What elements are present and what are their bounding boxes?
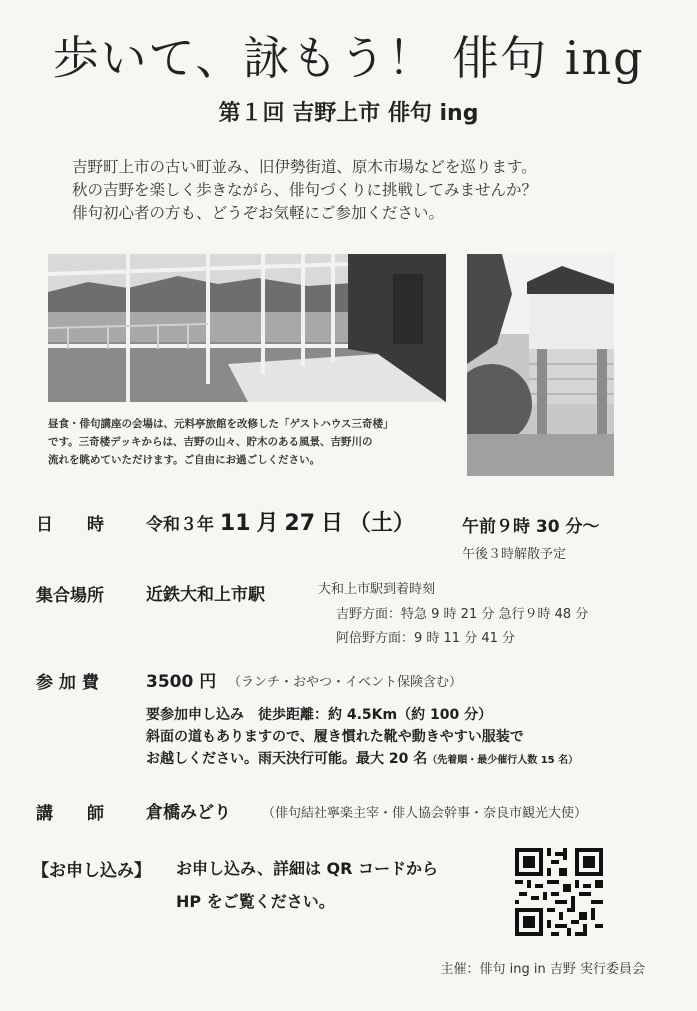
event-subtitle: 第１回 吉野上市 俳句 ing <box>218 101 479 126</box>
schedule-label: 日 時 <box>36 515 104 535</box>
intro-text <box>72 156 537 225</box>
intro-line: 秋の吉野を楽しく歩きながら、俳句づくりに挑戦してみませんか？ <box>72 181 538 199</box>
caption-line: です。三奇楼デッキからは、吉野の山々、貯木のある風景、吉野川の <box>48 436 373 448</box>
schedule-month: 11 <box>219 511 251 536</box>
fee-label: 参 加 費 <box>36 673 99 693</box>
caption-line: 流れを眺めていただけます。ご自由にお過ごしください。 <box>48 454 321 466</box>
apply-label: 【お申し込み】 <box>32 861 151 881</box>
fee-includes: （ランチ・おやつ・イベント保険含む） <box>228 675 463 690</box>
schedule-date <box>146 506 415 537</box>
arrival-title: 大和上市駅到着時刻 <box>318 582 436 597</box>
schedule-day: 27 <box>284 511 316 536</box>
arrival-yoshino: 吉野方面：特急 9 時 21 分 急行９時 48 分 <box>336 607 589 622</box>
schedule-month-unit: 月 <box>256 511 279 536</box>
schedule-day-unit: 日 <box>320 511 343 536</box>
qr-code[interactable] <box>515 848 603 936</box>
photo-caption <box>48 415 448 469</box>
schedule-end-note: 午後３時解散予定 <box>462 547 567 562</box>
fee-capacity-note: （先着順・最少催行人数 15 名） <box>427 755 579 766</box>
apply-line: HP をご覧ください。 <box>176 892 335 911</box>
fee-detail-line: 要参加申し込み 徒歩距離：約 4.5Km（約 100 分） <box>146 707 493 723</box>
organizer: 主催：俳句 ing in 吉野 実行委員会 <box>440 962 645 977</box>
lecturer-name: 倉橋みどり <box>146 803 231 823</box>
lecturer-title: （俳句結社寧楽主宰・俳人協会幹事・奈良市観光大使） <box>262 806 588 821</box>
lecturer-label: 講 師 <box>36 804 104 824</box>
fee-amount: 3500 円 <box>146 672 217 692</box>
fee-capacity: お越しください。雨天決行可能。最大 20 名 <box>146 751 428 767</box>
storehouse-photo <box>467 254 614 476</box>
guesthouse-veranda-photo <box>48 254 446 402</box>
intro-line: 俳句初心者の方も、どうぞお気軽にご参加ください。 <box>72 204 445 222</box>
meeting-place: 近鉄大和上市駅 <box>146 585 265 605</box>
fee-detail-line <box>146 749 578 771</box>
apply-line: お申し込み、詳細は QR コードから <box>176 859 439 878</box>
fee-detail-line: 斜面の道もありますので、履き慣れた靴や動きやすい服装で <box>146 729 524 745</box>
schedule-start: 午前９時 30 分〜 <box>462 517 600 537</box>
page-title: 歩いて、詠もう！ 俳句 ing <box>52 31 645 85</box>
schedule-era: 令和３年 <box>146 515 214 535</box>
arrival-abeno: 阿倍野方面：9 時 11 分 41 分 <box>336 631 516 646</box>
meeting-label: 集合場所 <box>36 586 104 606</box>
intro-line: 吉野町上市の古い町並み、旧伊勢街道、原木市場などを巡ります。 <box>72 158 537 176</box>
caption-line: 昼食・俳句講座の会場は、元料亭旅館を改修した「ゲストハウス三奇楼」 <box>48 418 394 430</box>
schedule-weekday: （土） <box>348 511 415 536</box>
